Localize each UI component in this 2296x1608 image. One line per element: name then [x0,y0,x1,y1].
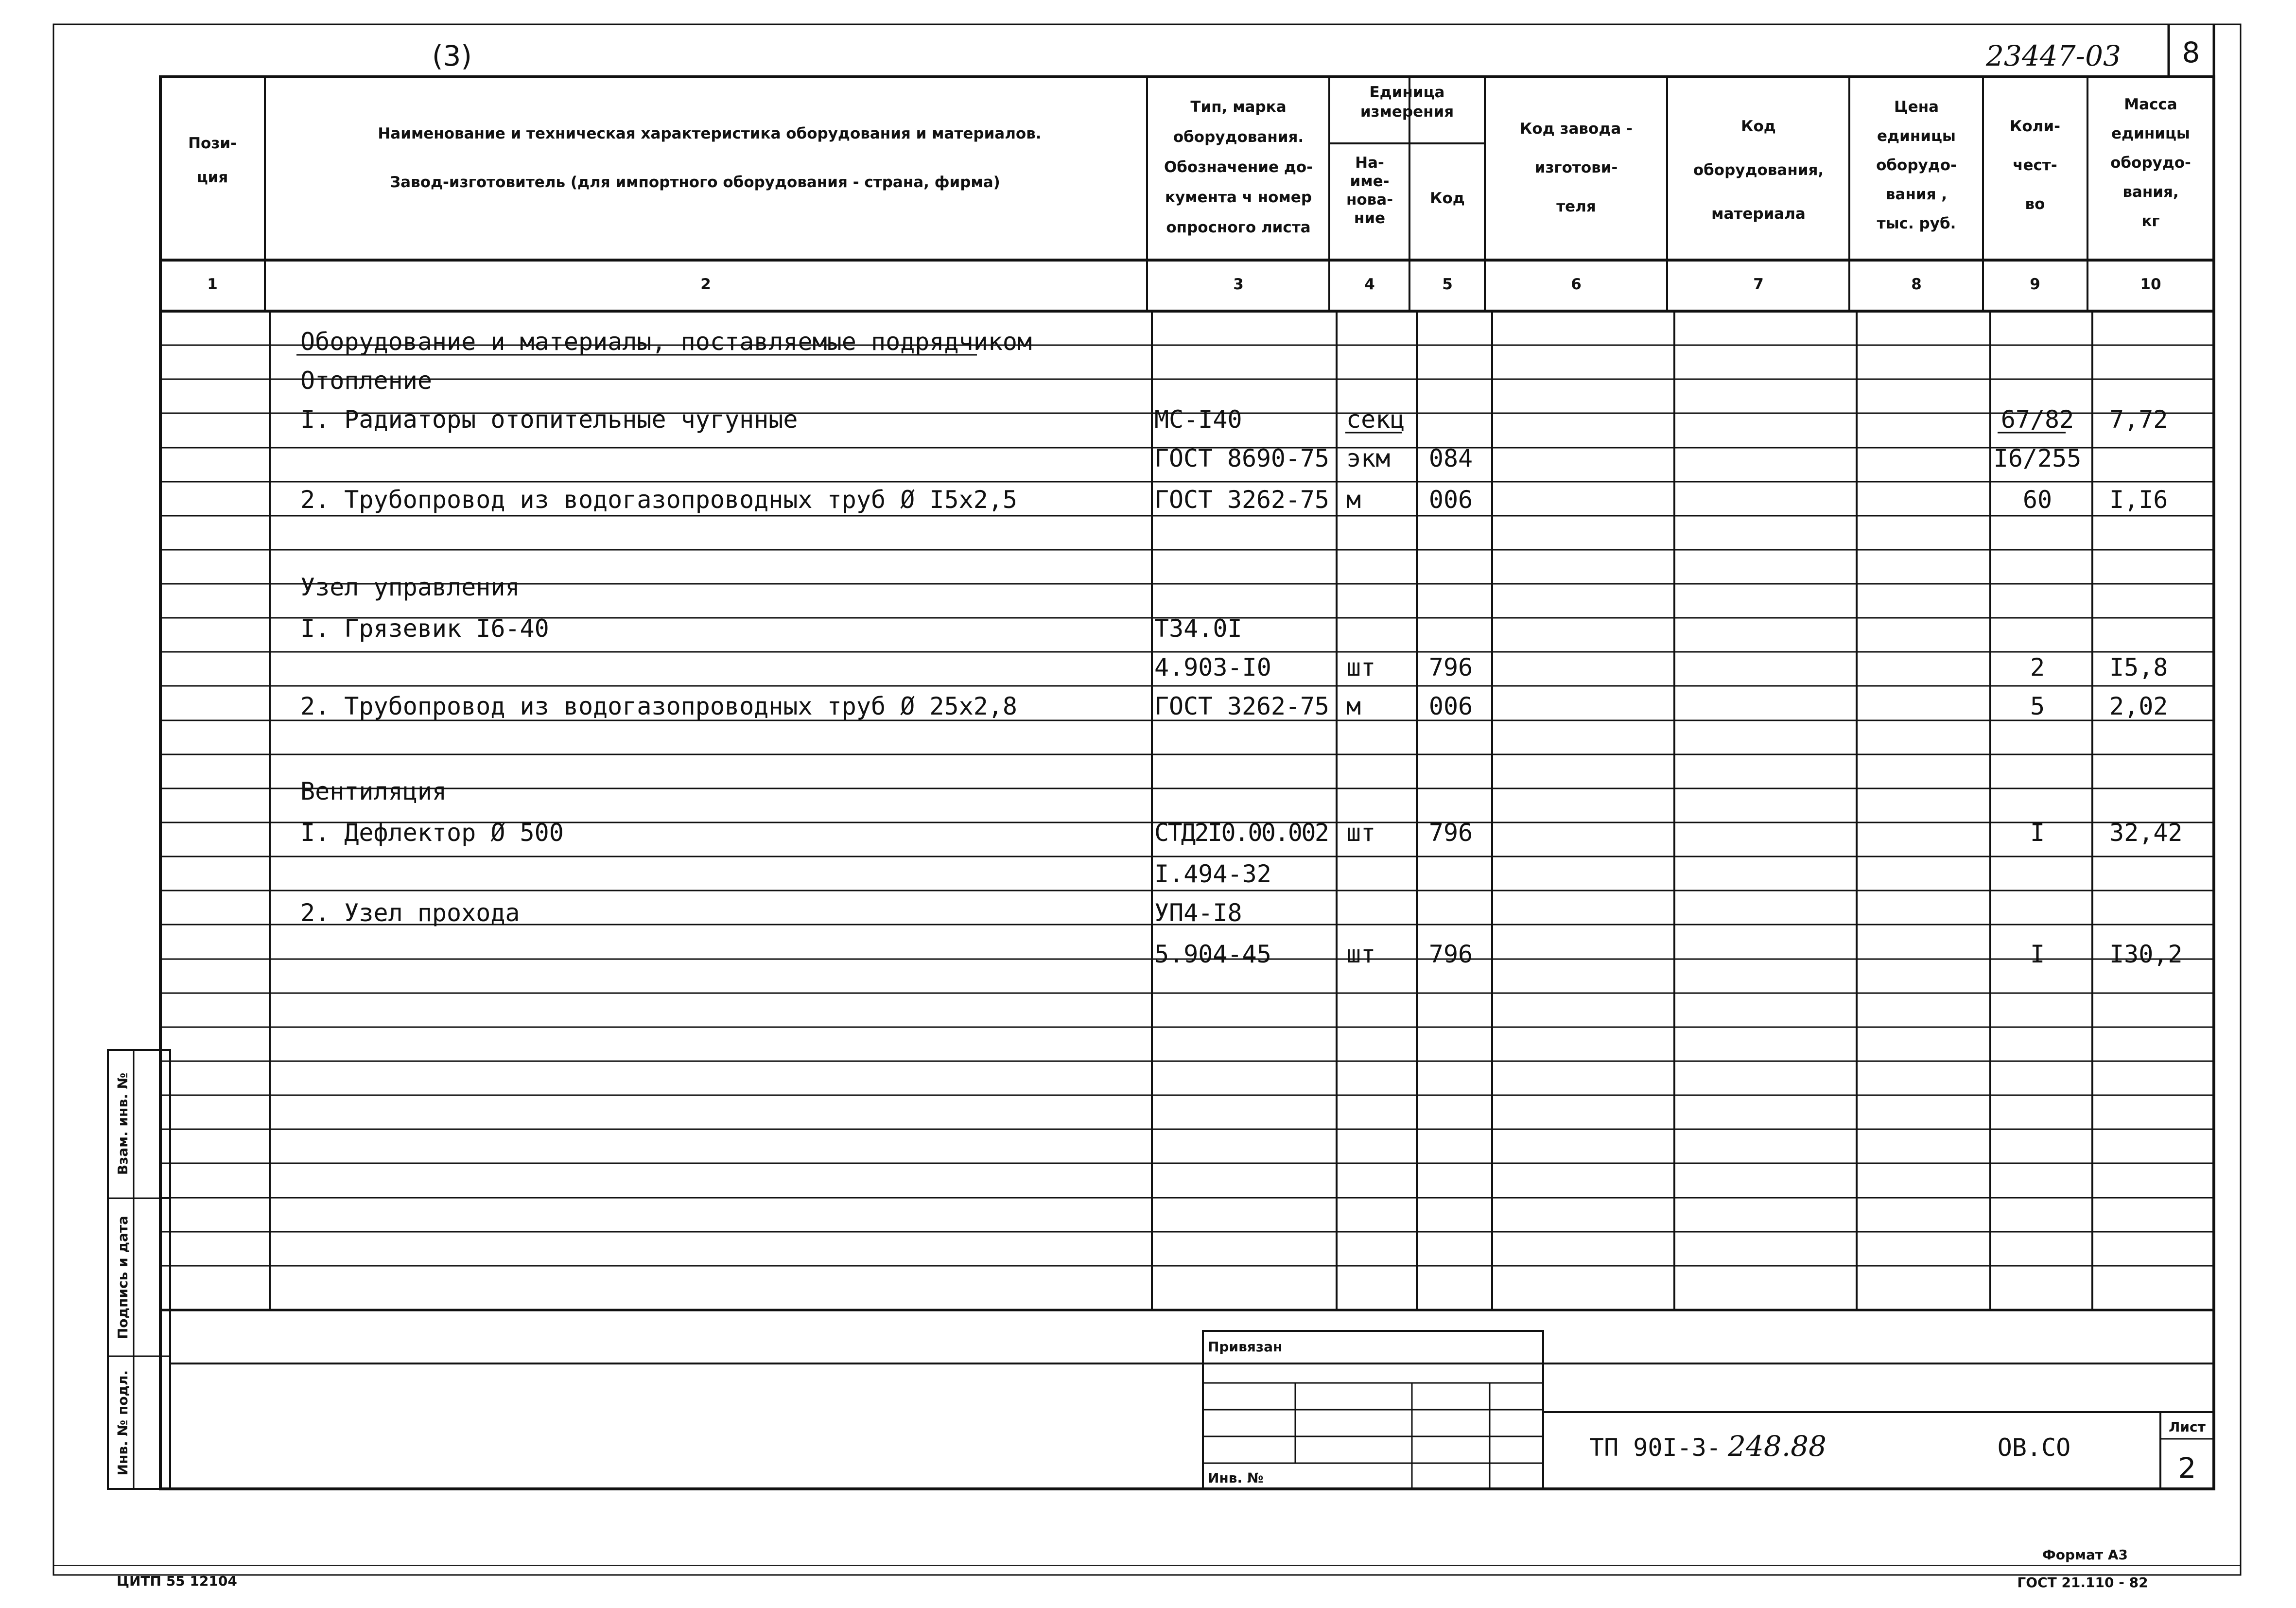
row-qty: I6/255 [1993,444,2082,472]
col-qty-header: чест- [2013,157,2057,174]
row-mass: 32,42 [2109,819,2183,847]
project-code-handwritten: 248.88 [1728,1430,1826,1463]
page-number: 8 [2182,36,2200,69]
row-qty: I [2030,940,2045,968]
row-unit: экм [1346,444,1391,472]
row-mass: I30,2 [2109,940,2183,968]
col-type-header: опросного листа [1166,219,1311,236]
col-number: 3 [1233,276,1244,293]
row-name: Оборудование и материалы, поставляемые подрядчиком [300,328,1032,356]
row-name: Узел управления [300,573,520,601]
footer-format: Формат А3 [2042,1547,2128,1563]
row-code: 084 [1428,444,1473,472]
row-mass: 7,72 [2109,405,2168,434]
row-code: 006 [1428,486,1473,514]
col-maker-code-header: Код завода - [1520,120,1633,138]
col-unit-name-header: нова- [1346,191,1393,209]
col-name-header: Наименование и техническая характеристика оборудования и материалов. [378,125,1042,142]
sheet-number: 2 [2178,1451,2196,1485]
side-stamp-label: Взам. инв. № [115,1072,131,1175]
row-code: 796 [1428,940,1473,968]
col-mass-header: вания, [2122,183,2179,201]
col-number: 10 [2140,276,2161,293]
col-price-header: вания , [1885,186,1948,203]
row-unit: м [1346,692,1361,720]
col-unit-code-header: Код [1430,190,1465,207]
col-price-header: оборудо- [1876,157,1957,174]
row-type: I.494-32 [1154,860,1271,888]
col-qty-header: Коли- [2010,118,2060,135]
row-mass: 2,02 [2109,692,2168,720]
col-qty-header: во [2025,195,2045,213]
row-qty: 5 [2030,692,2045,720]
col-type-header: Обозначение до- [1164,158,1313,176]
col-position-header: ция [196,169,228,186]
document-code: ОВ.СО [1997,1433,2071,1462]
col-price-header: тыс. руб. [1877,215,1956,232]
tied-label: Привязан [1208,1339,1283,1355]
row-qty: 67/82 [2000,405,2074,434]
col-unit-name-header: име- [1350,173,1390,190]
row-code: 796 [1428,653,1473,682]
col-mass-header: оборудо- [2110,154,2191,172]
row-name: I. Радиаторы отопительные чугунные [300,405,798,434]
col-unit-header: измерения [1360,103,1454,121]
row-name: 2. Узел прохода [300,899,520,927]
footer-standard: ГОСТ 21.110 - 82 [2017,1574,2148,1591]
col-type-header: Тип, марка [1190,98,1287,116]
row-type: МС-I40 [1154,405,1242,434]
side-stamp-label: Подпись и дата [115,1215,131,1340]
row-unit: шт [1346,653,1376,682]
row-name: Отопление [300,367,432,395]
col-price-header: единицы [1877,127,1956,145]
col-name-header: Завод-изготовитель (для импортного оборудования - страна, фирма) [390,174,1000,191]
doc-number: 23447-03 [1986,39,2121,72]
row-name: 2. Трубопровод из водогазопроводных труб Ø 25х2,8 [300,692,1018,720]
row-qty: 60 [2022,486,2052,514]
col-position-header: Пози- [188,135,237,152]
row-unit: шт [1346,819,1376,847]
col-price-header: Цена [1894,98,1939,116]
inv-label: Инв. № [1208,1470,1264,1486]
col-number: 9 [2030,276,2040,293]
row-name: 2. Трубопровод из водогазопроводных труб Ø I5х2,5 [300,486,1018,514]
col-number: 1 [207,276,218,293]
col-number: 7 [1753,276,1764,293]
sheet-label-small: Лист [2169,1419,2206,1435]
row-mass: I5,8 [2109,653,2168,682]
col-item-code-header: материала [1711,205,1806,223]
col-maker-code-header: изготови- [1534,159,1618,176]
row-name: I. Дефлектор Ø 500 [300,819,564,847]
row-type: УП4-I8 [1154,899,1242,927]
col-number: 2 [700,276,711,293]
col-mass-header: кг [2141,212,2160,230]
project-code: ТП 90I-3- [1589,1433,1721,1462]
col-type-header: оборудования. [1173,128,1304,146]
row-unit: секц [1346,405,1405,434]
col-maker-code-header: теля [1556,198,1596,215]
col-unit-name-header: ние [1354,210,1386,227]
row-unit: шт [1346,940,1376,968]
col-unit-name-header: На- [1355,154,1384,172]
col-number: 8 [1911,276,1922,293]
row-type: 5.904-45 [1154,940,1271,968]
col-mass-header: Масса [2124,96,2177,113]
row-type: ГОСТ 3262-75 [1154,486,1329,514]
row-type: Т34.0I [1154,614,1242,643]
row-mass: I,I6 [2109,486,2168,514]
col-item-code-header: Код [1741,118,1776,135]
footer-code: ЦИТП 55 12104 [117,1573,237,1589]
col-item-code-header: оборудования, [1693,161,1824,179]
row-type: 4.903-I0 [1154,653,1271,682]
col-number: 4 [1364,276,1375,293]
row-unit: м [1346,486,1361,514]
row-type: СТД2I0.00.002 [1154,819,1329,847]
col-number: 5 [1442,276,1453,293]
side-stamp-label: Инв. № подл. [115,1370,131,1476]
row-code: 796 [1428,819,1473,847]
col-mass-header: единицы [2111,125,2190,142]
col-type-header: кумента ч номер [1165,189,1312,206]
row-type: ГОСТ 8690-75 [1154,444,1329,472]
col-number: 6 [1571,276,1582,293]
row-qty: I [2030,819,2045,847]
main-frame [160,77,2214,1489]
row-code: 006 [1428,692,1473,720]
sheet-label: (3) [432,39,472,72]
row-qty: 2 [2030,653,2045,682]
row-name: Вентиляция [300,777,447,805]
col-unit-header: Единица [1369,84,1445,101]
row-name: I. Грязевик I6-40 [300,614,549,643]
row-type: ГОСТ 3262-75 [1154,692,1329,720]
